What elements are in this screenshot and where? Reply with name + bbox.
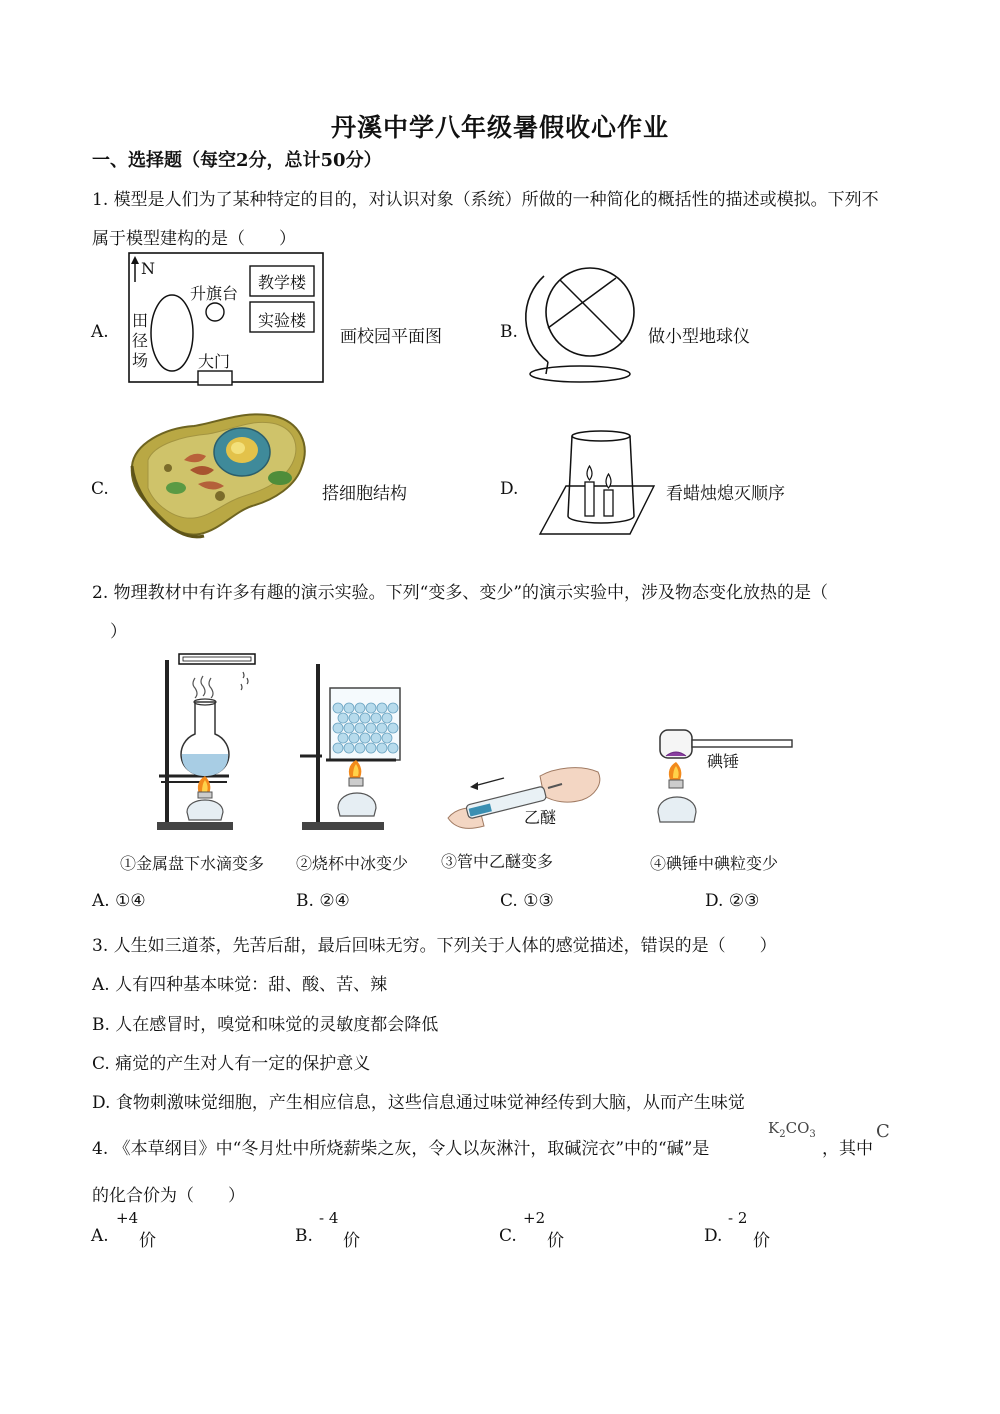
section-heading: 一、选择题（每空2分，总计50分） <box>92 150 382 171</box>
q4-option-a-valence: +4 <box>116 1209 139 1227</box>
q4-option-c-letter: C. <box>499 1226 517 1246</box>
experiment-4-caption: ④碘锤中碘粒变少 <box>650 854 779 873</box>
formula-k-subscript: 2 <box>779 1129 786 1140</box>
experiment-2-caption: ②烧杯中冰变少 <box>296 854 409 873</box>
q2-stem-line2: ） <box>110 622 127 642</box>
q2-stem-line1: 2. 物理教材中有许多有趣的演示实验。下列“变多、变少”的演示实验中，涉及物态变化放热的是（ <box>92 583 829 603</box>
q4-stem-part2: ，其中 <box>822 1139 873 1159</box>
q2-option-a-letter: A. <box>92 891 110 911</box>
q4-option-d-valence: - 2 <box>728 1209 748 1227</box>
q3-option-d: D. 食物刺激味觉细胞，产生相应信息，这些信息通过味觉神经传到大脑，从而产生味觉 <box>92 1093 745 1113</box>
experiment-4-figure <box>640 726 796 832</box>
q2-option-c-letter: C. <box>500 891 518 911</box>
map-gate-label: 大门 <box>198 352 231 371</box>
q2-option-a <box>92 891 146 911</box>
q4-option-c-valence: +2 <box>523 1209 546 1227</box>
q3-stem: 3. 人生如三道茶，先苦后甜，最后回味无穷。下列关于人体的感觉描述，错误的是（ ） <box>92 936 777 956</box>
q4-option-b-letter: B. <box>295 1226 313 1246</box>
q3-option-b: B. 人在感冒时，嗅觉和味觉的灵敏度都会降低 <box>92 1015 439 1035</box>
q1-option-b-caption: 做小型地球仪 <box>648 327 750 347</box>
iodine-hammer-label: 碘锤 <box>707 752 740 771</box>
map-field-label-2: 径 <box>132 331 149 350</box>
map-field-label-3: 场 <box>132 351 149 370</box>
experiment-3-caption: ③管中乙醚变多 <box>441 852 554 871</box>
map-flag-label: 升旗台 <box>190 284 239 303</box>
q1-stem-line1: 1. 模型是人们为了某种特定的目的，对认识对象（系统）所做的一种简化的概括性的描述或模拟。下列不 <box>92 190 879 210</box>
q4-stem-part1: 4. 《本草纲目》中“冬月灶中所烧薪柴之灰，令人以灰淋汁，取碱浣衣”中的“碱”是 <box>92 1139 710 1159</box>
q1-option-c-letter: C. <box>91 479 109 499</box>
q4-option-c-unit: 价 <box>547 1231 564 1251</box>
page-title: 丹溪中学八年级暑假收心作业 <box>330 113 669 142</box>
map-teaching-building-label: 教学楼 <box>258 273 307 292</box>
q1-option-c-caption: 搭细胞结构 <box>322 484 407 504</box>
q2-option-b-text: ②④ <box>319 891 350 911</box>
ether-label: 乙醚 <box>524 808 557 827</box>
q2-option-d-letter: D. <box>705 891 724 911</box>
q2-option-d-text: ②③ <box>728 891 760 911</box>
q4-element: C <box>876 1121 890 1142</box>
experiment-1-figure <box>155 650 265 832</box>
q3-option-c: C. 痛觉的产生对人有一定的保护意义 <box>92 1054 371 1074</box>
q4-option-b-valence: - 4 <box>319 1209 339 1227</box>
map-north-label: N <box>141 259 155 278</box>
q1-option-d-letter: D. <box>500 479 519 499</box>
map-field-label-1: 田 <box>132 311 149 330</box>
q1-stem-line2: 属于模型建构的是（ ） <box>92 229 296 249</box>
q4-stem-line2: 的化合价为（ ） <box>92 1186 245 1206</box>
q4-option-d-unit: 价 <box>753 1231 770 1251</box>
q4-option-a-letter: A. <box>91 1226 109 1246</box>
q4-option-a-unit: 价 <box>139 1231 156 1251</box>
q2-option-d <box>705 891 759 911</box>
cell-model-figure <box>124 404 314 540</box>
q2-option-b <box>296 891 350 911</box>
candles-jar-figure <box>538 428 658 538</box>
q1-option-a-letter: A. <box>91 322 109 342</box>
q4-formula <box>768 1119 816 1140</box>
q2-option-b-letter: B. <box>296 891 314 911</box>
q2-option-a-text: ①④ <box>115 891 146 911</box>
formula-k: K <box>768 1119 780 1137</box>
q2-option-c-text: ①③ <box>523 891 554 911</box>
experiment-2-figure <box>296 660 406 832</box>
q4-option-d-letter: D. <box>704 1226 723 1246</box>
formula-co-subscript: 3 <box>809 1129 816 1140</box>
q3-option-a: A. 人有四种基本味觉：甜、酸、苦、辣 <box>92 975 388 995</box>
q2-option-c <box>500 891 554 911</box>
q1-option-a-caption: 画校园平面图 <box>340 327 442 347</box>
experiment-1-caption: ①金属盘下水滴变多 <box>120 854 265 873</box>
q4-option-b-unit: 价 <box>343 1231 360 1251</box>
q1-option-d-caption: 看蜡烛熄灭顺序 <box>666 484 785 504</box>
formula-co: CO <box>785 1119 810 1137</box>
globe-figure <box>530 262 640 384</box>
map-lab-building-label: 实验楼 <box>258 311 307 330</box>
q1-option-b-letter: B. <box>500 322 518 342</box>
